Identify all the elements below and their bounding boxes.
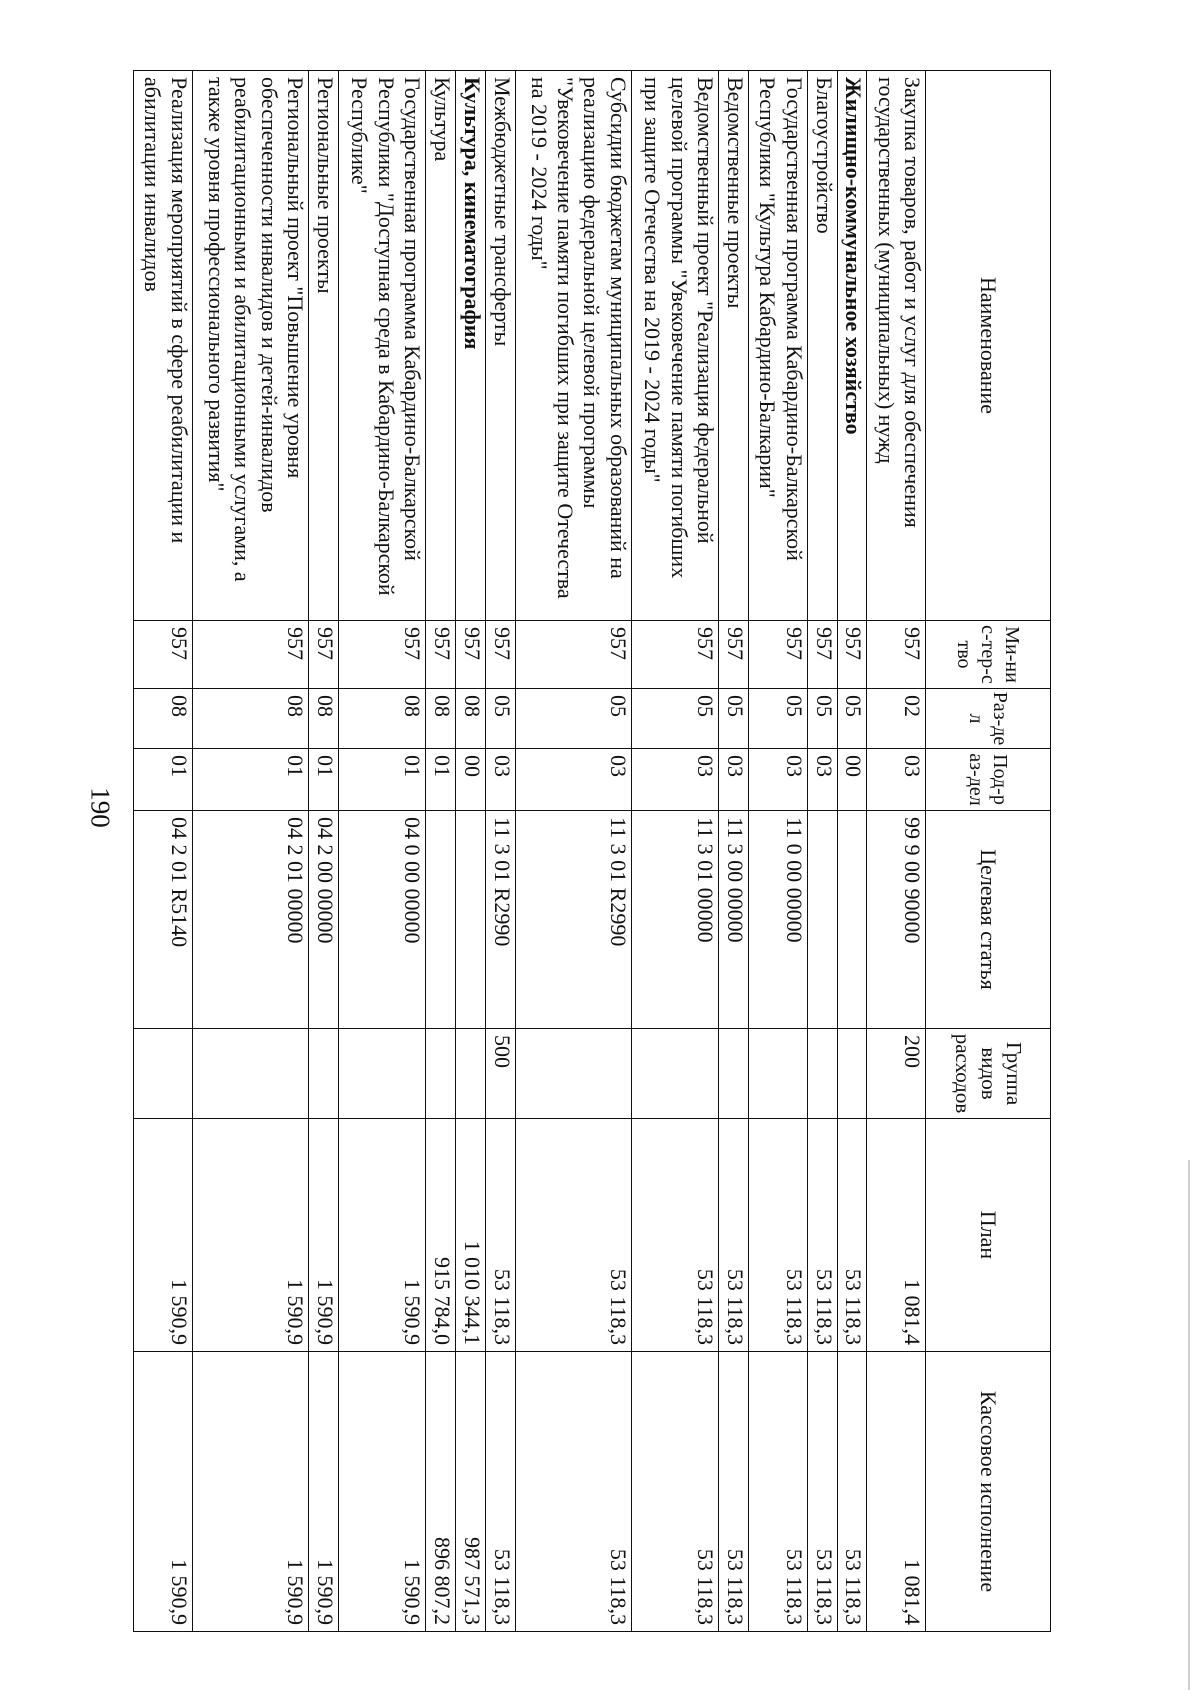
cell-section: 05 [515, 689, 631, 749]
cell-execution: 53 118,3 [749, 1352, 808, 1632]
cell-plan: 53 118,3 [807, 1119, 837, 1352]
cell-ministry: 957 [515, 621, 631, 689]
header-target: Целевая статья [926, 811, 1051, 1029]
cell-plan: 1 081,4 [867, 1119, 926, 1352]
cell-group [426, 1029, 456, 1119]
cell-execution: 53 118,3 [631, 1352, 718, 1632]
cell-ministry: 957 [426, 621, 456, 689]
cell-name: Реализация мероприятий в сфере реабилитации и абилитации инвалидов [134, 71, 193, 621]
table-row [192, 71, 308, 1632]
cell-group [455, 1029, 485, 1119]
table-row [631, 71, 718, 1632]
header-group: Группа видов расходов [926, 1029, 1051, 1119]
cell-execution: 896 807,2 [426, 1352, 456, 1632]
cell-plan: 1 590,9 [192, 1119, 308, 1352]
cell-name: Ведомственные проекты [719, 71, 749, 621]
cell-plan: 1 590,9 [308, 1119, 338, 1352]
cell-execution: 1 081,4 [867, 1352, 926, 1632]
table-row [426, 71, 456, 1632]
cell-group [807, 1029, 837, 1119]
cell-group [338, 1029, 425, 1119]
cell-name: Ведомственный проект "Реализация федеральной целевой программы "Увековечение памяти погибших при защите Отечества на 2019 - 2024 годы" [631, 71, 718, 621]
cell-target [426, 811, 456, 1029]
cell-target: 11 3 01 R2990 [485, 811, 515, 1029]
cell-plan: 53 118,3 [631, 1119, 718, 1352]
cell-group [719, 1029, 749, 1119]
cell-name: Культура, кинематография [455, 71, 485, 621]
cell-execution: 987 571,3 [455, 1352, 485, 1632]
cell-target: 04 2 01 R5140 [134, 811, 193, 1029]
cell-execution: 53 118,3 [515, 1352, 631, 1632]
cell-subsection: 03 [867, 749, 926, 811]
cell-group [134, 1029, 193, 1119]
cell-subsection: 00 [455, 749, 485, 811]
cell-section: 02 [867, 689, 926, 749]
table-row [719, 71, 749, 1632]
header-section: Раз-дел [926, 689, 1051, 749]
cell-execution: 1 590,9 [134, 1352, 193, 1632]
cell-name: Региональный проект "Повышение уровня обеспеченности инвалидов и детей-инвалидов реабилитационными и абилитационными услугами, а также уровня профессионального развития" [192, 71, 308, 621]
cell-group: 500 [485, 1029, 515, 1119]
cell-ministry: 957 [807, 621, 837, 689]
cell-execution: 1 590,9 [192, 1352, 308, 1632]
cell-name: Государственная программа Кабардино-Балкарской Республики "Культура Кабардино-Балкарии" [749, 71, 808, 621]
table-row [455, 71, 485, 1632]
cell-section: 08 [426, 689, 456, 749]
cell-ministry: 957 [719, 621, 749, 689]
cell-section: 05 [749, 689, 808, 749]
table-row [807, 71, 837, 1632]
cell-group [631, 1029, 718, 1119]
cell-plan: 53 118,3 [837, 1119, 867, 1352]
table-row [485, 71, 515, 1632]
cell-execution: 53 118,3 [719, 1352, 749, 1632]
cell-plan: 915 784,0 [426, 1119, 456, 1352]
budget-table [133, 70, 1051, 1632]
cell-target [455, 811, 485, 1029]
table-body [134, 71, 926, 1632]
cell-ministry: 957 [749, 621, 808, 689]
cell-ministry: 957 [455, 621, 485, 689]
cell-group [749, 1029, 808, 1119]
cell-group [515, 1029, 631, 1119]
cell-section: 08 [308, 689, 338, 749]
cell-target: 11 3 00 00000 [719, 811, 749, 1029]
cell-name: Межбюджетные трансферты [485, 71, 515, 621]
scan-edge-line [1188, 1160, 1190, 1690]
cell-section: 08 [134, 689, 193, 749]
cell-target: 04 0 00 00000 [338, 811, 425, 1029]
header-subsection: Под-раз-дел [926, 749, 1051, 811]
cell-target [807, 811, 837, 1029]
cell-execution: 53 118,3 [807, 1352, 837, 1632]
header-name: Наименование [926, 71, 1051, 621]
cell-subsection: 01 [426, 749, 456, 811]
cell-section: 08 [455, 689, 485, 749]
cell-ministry: 957 [485, 621, 515, 689]
cell-group: 200 [867, 1029, 926, 1119]
cell-execution: 53 118,3 [837, 1352, 867, 1632]
cell-group [837, 1029, 867, 1119]
cell-section: 05 [719, 689, 749, 749]
cell-name: Жилищно-коммунальное хозяйство [837, 71, 867, 621]
cell-execution: 53 118,3 [485, 1352, 515, 1632]
cell-name: Региональные проекты [308, 71, 338, 621]
cell-name: Государственная программа Кабардино-Балкарской Республики "Доступная среда в Кабардино-Балкарской Республике" [338, 71, 425, 621]
cell-group [308, 1029, 338, 1119]
cell-target: 11 3 01 R2990 [515, 811, 631, 1029]
cell-plan: 1 590,9 [338, 1119, 425, 1352]
cell-plan: 1 590,9 [134, 1119, 193, 1352]
table-row [134, 71, 193, 1632]
cell-subsection: 03 [807, 749, 837, 811]
cell-subsection: 03 [485, 749, 515, 811]
cell-target [837, 811, 867, 1029]
cell-subsection: 03 [515, 749, 631, 811]
cell-target: 04 2 00 00000 [308, 811, 338, 1029]
cell-subsection: 00 [837, 749, 867, 811]
table-header-row [926, 71, 1051, 1632]
header-ministry: Ми-нис-тер-ство [926, 621, 1051, 689]
cell-plan: 1 010 344,1 [455, 1119, 485, 1352]
cell-subsection: 03 [749, 749, 808, 811]
budget-table-rotated [133, 70, 1051, 1631]
cell-section: 05 [807, 689, 837, 749]
cell-section: 08 [338, 689, 425, 749]
cell-name: Закупка товаров, работ и услуг для обеспечения государственных (муниципальных) нужд [867, 71, 926, 621]
cell-name: Культура [426, 71, 456, 621]
cell-ministry: 957 [837, 621, 867, 689]
cell-target: 99 9 00 90000 [867, 811, 926, 1029]
table-row [515, 71, 631, 1632]
table-row [749, 71, 808, 1632]
cell-group [192, 1029, 308, 1119]
page-number: 190 [85, 787, 116, 828]
cell-target: 04 2 01 00000 [192, 811, 308, 1029]
cell-name: Субсидии бюджетам муниципальных образований на реализацию федеральной целевой программы "Увековечение памяти погибших при защите Отечества на 2019 - 2024 годы" [515, 71, 631, 621]
table-row [308, 71, 338, 1632]
cell-ministry: 957 [338, 621, 425, 689]
cell-ministry: 957 [134, 621, 193, 689]
cell-target: 11 3 01 00000 [631, 811, 718, 1029]
cell-section: 08 [192, 689, 308, 749]
cell-subsection: 01 [192, 749, 308, 811]
cell-plan: 53 118,3 [749, 1119, 808, 1352]
cell-subsection: 03 [631, 749, 718, 811]
cell-execution: 1 590,9 [338, 1352, 425, 1632]
cell-execution: 1 590,9 [308, 1352, 338, 1632]
header-plan: План [926, 1119, 1051, 1352]
cell-ministry: 957 [867, 621, 926, 689]
cell-plan: 53 118,3 [485, 1119, 515, 1352]
cell-section: 05 [837, 689, 867, 749]
cell-name: Благоустройство [807, 71, 837, 621]
table-row [867, 71, 926, 1632]
cell-ministry: 957 [308, 621, 338, 689]
header-execution: Кассовое исполнение [926, 1352, 1051, 1632]
table-row [837, 71, 867, 1632]
cell-plan: 53 118,3 [515, 1119, 631, 1352]
cell-ministry: 957 [631, 621, 718, 689]
cell-subsection: 01 [338, 749, 425, 811]
cell-section: 05 [485, 689, 515, 749]
cell-subsection: 01 [308, 749, 338, 811]
cell-subsection: 01 [134, 749, 193, 811]
cell-ministry: 957 [192, 621, 308, 689]
cell-section: 05 [631, 689, 718, 749]
cell-plan: 53 118,3 [719, 1119, 749, 1352]
cell-target: 11 0 00 00000 [749, 811, 808, 1029]
table-row [338, 71, 425, 1632]
cell-subsection: 03 [719, 749, 749, 811]
